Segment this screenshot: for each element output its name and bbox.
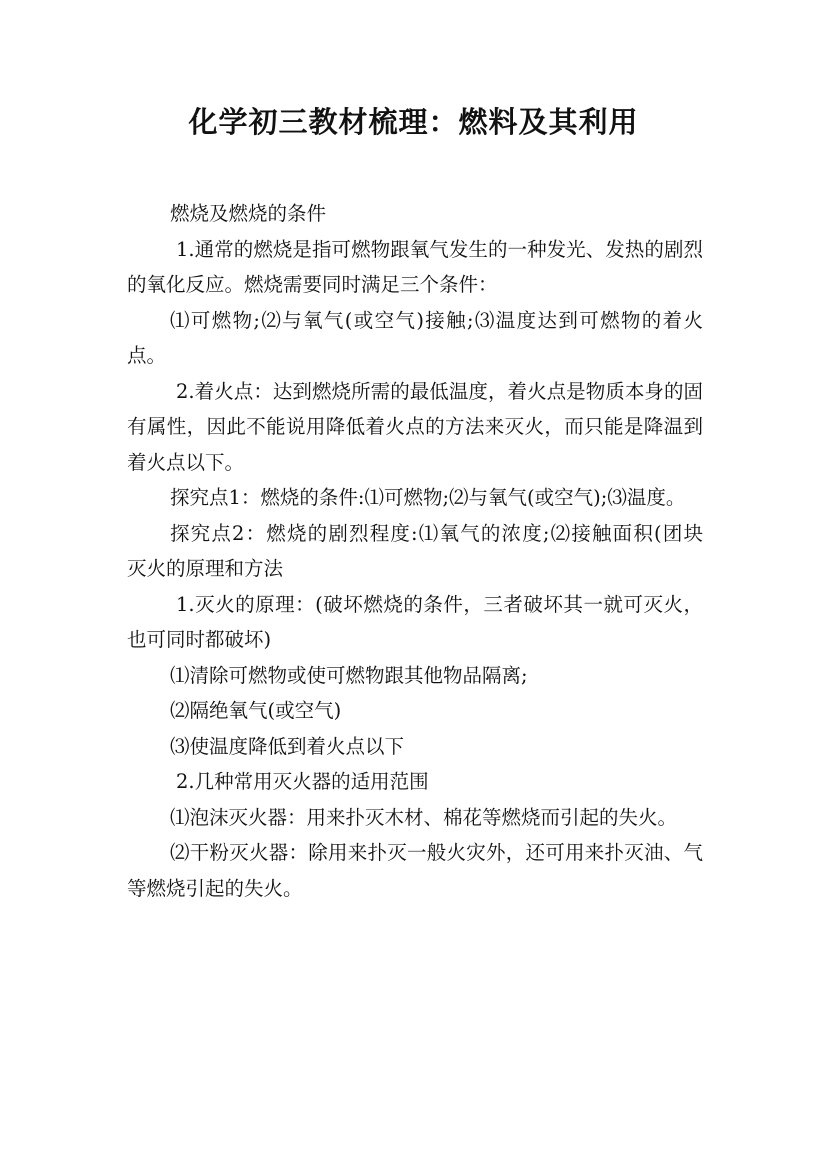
document-title: 化学初三教材梳理：燃料及其利用 [188, 105, 639, 139]
paragraph-extinguisher-types: 2.几种常用灭火器的适用范围 [176, 770, 429, 793]
paragraph-extinguishing-principle: 1.灭火的原理：(破坏燃烧的条件，三者破坏其一就可灭火，也可同时都破坏) [127, 592, 703, 651]
paragraph-dry-powder-extinguisher: ⑵干粉灭火器：除用来扑灭一般火灾外，还可用来扑灭油、气等燃烧引起的失火。 [127, 841, 703, 900]
paragraph-ignition-point: 2.着火点：达到燃烧所需的最低温度，着火点是物质本身的固有属性，因此不能说用降低着火点的方法来灭火，而只能是降温到着火点以下。 [127, 379, 703, 474]
paragraph-combustion-conditions: ⑴可燃物;⑵与氧气(或空气)接触;⑶温度达到可燃物的着火点。 [127, 308, 703, 367]
paragraph-inquiry-point-2: 探究点2：燃烧的剧烈程度:⑴氧气的浓度;⑵接触面积(团块 灭火的原理和方法 [127, 521, 743, 580]
paragraph-heading-combustion: 燃烧及燃烧的条件 [170, 202, 327, 225]
paragraph-lower-temperature: ⑶使温度降低到着火点以下 [170, 734, 405, 758]
paragraph-isolate-oxygen: ⑵隔绝氧气(或空气) [170, 699, 342, 722]
document-body [127, 196, 743, 906]
paragraph-inquiry-point-1: 探究点1：燃烧的条件:⑴可燃物;⑵与氧气(或空气);⑶温度。 [170, 486, 686, 509]
paragraph-remove-fuel: ⑴清除可燃物或使可燃物跟其他物品隔离; [170, 663, 528, 687]
paragraph-combustion-definition: 1.通常的燃烧是指可燃物跟氧气发生的一种发光、发热的剧烈的氧化反应。燃烧需要同时满足三个条件： [127, 237, 703, 296]
paragraph-foam-extinguisher: ⑴泡沫灭火器：用来扑灭木材、棉花等燃烧而引起的失火。 [170, 805, 678, 829]
